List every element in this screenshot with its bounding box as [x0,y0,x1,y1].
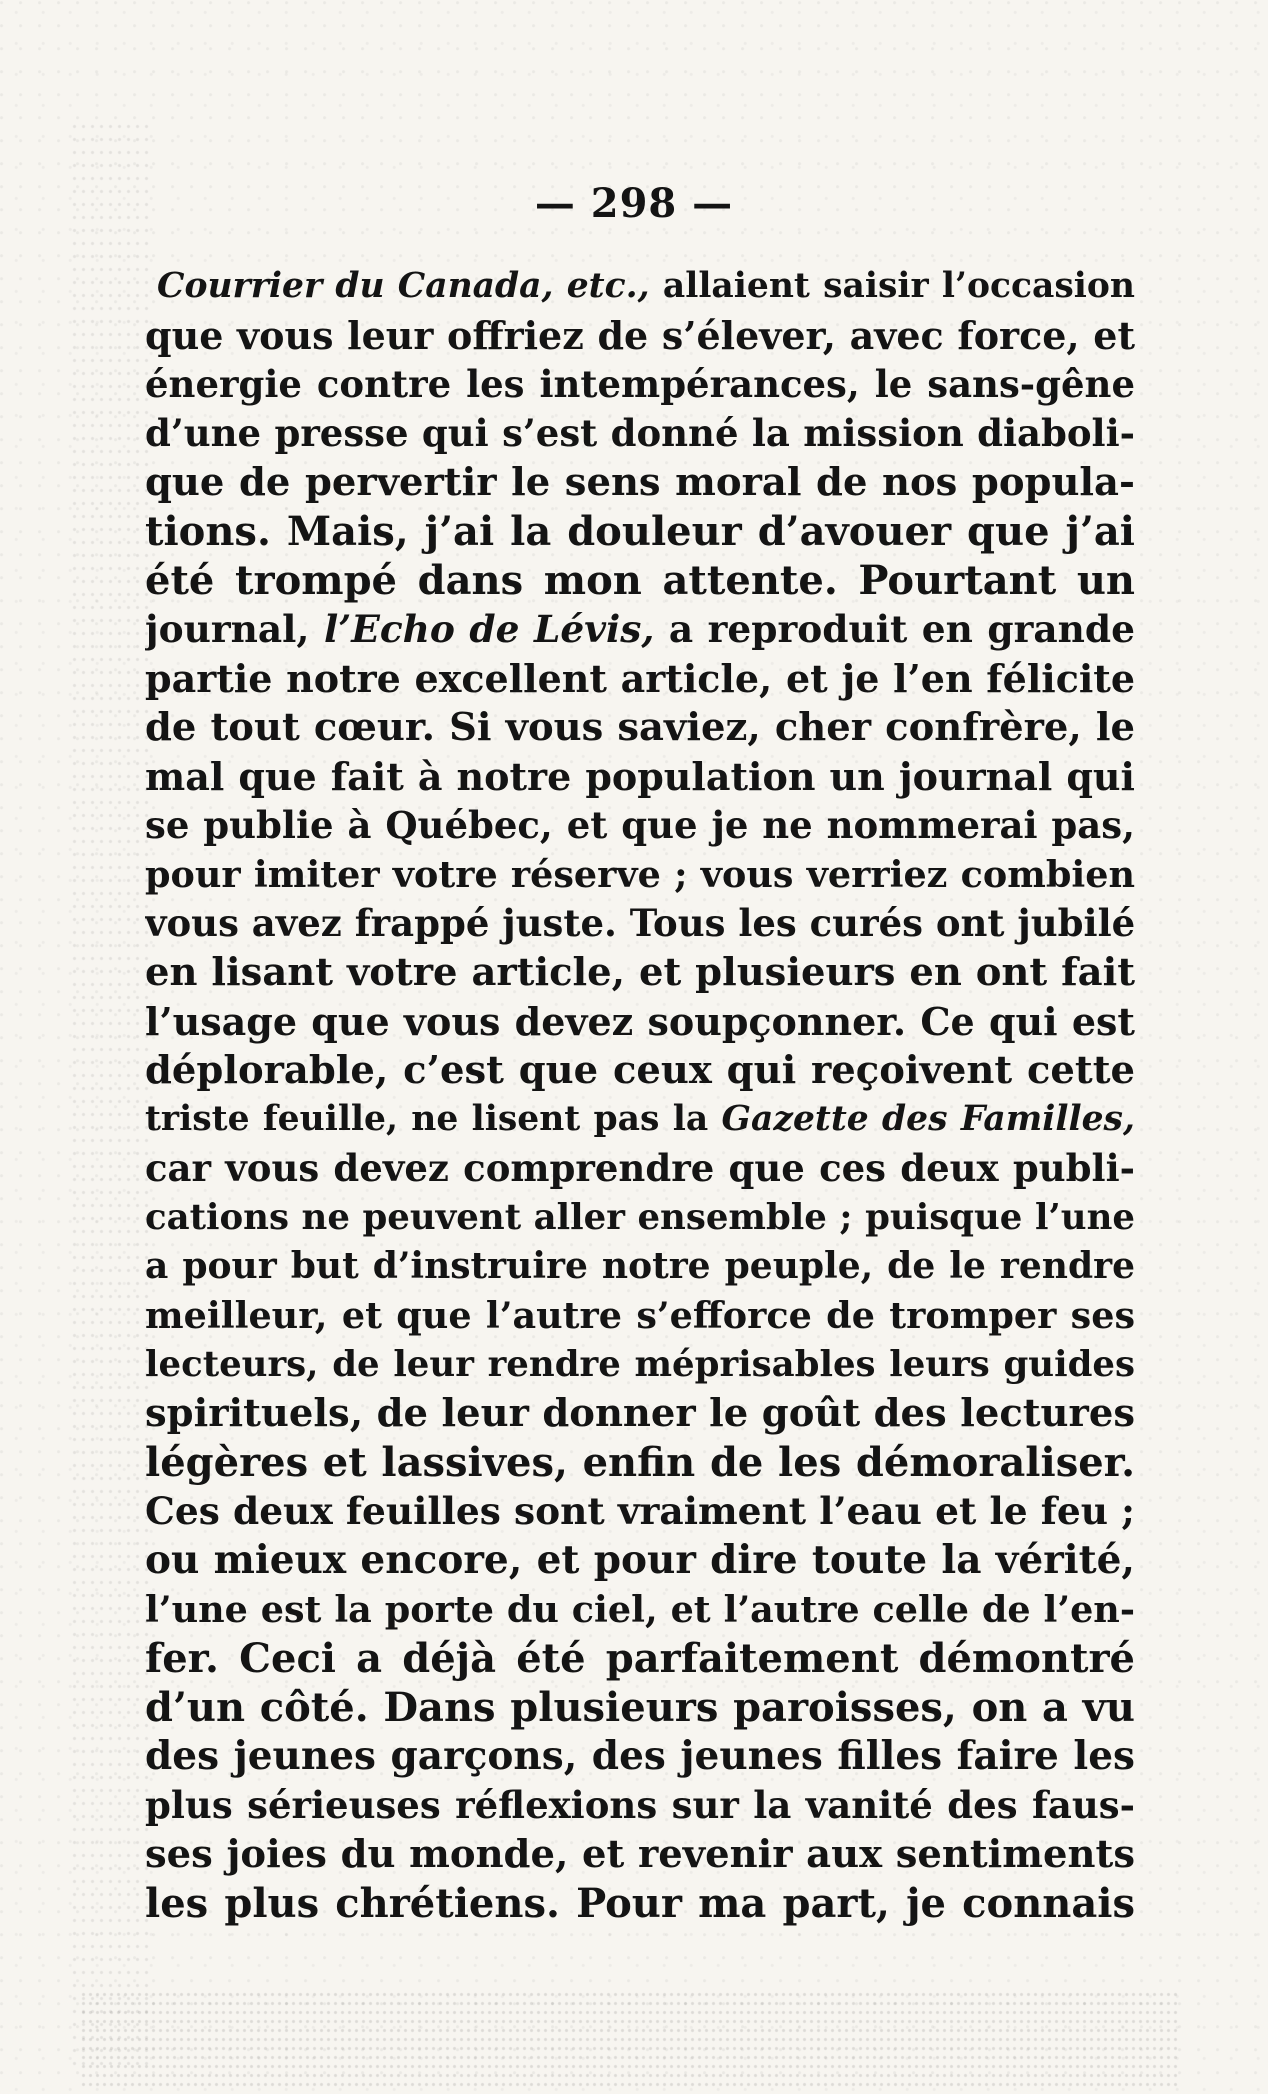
text-run: tions. Mais, j’ai la douleur d’avouer que j’ai [145,508,1135,555]
text-line [145,1193,1135,1242]
text-run: que de pervertir le sens moral de nos popula- [145,460,1135,505]
text-run: les plus chrétiens. Pour ma part, je connais [145,1880,1135,1927]
text-run: lecteurs, de leur rendre méprisables leurs guides [145,1344,1135,1385]
text-line [145,360,1135,409]
text-run: Ces deux feuilles sont vraiment l’eau et le feu ; [145,1489,1135,1533]
text-run: journal, [145,607,324,651]
text-line [145,458,1135,507]
scan-noise-bottom [80,1990,1180,2090]
text-line [145,1242,1135,1291]
text-line [145,1144,1135,1193]
text-line [145,948,1135,997]
body-text [145,262,1135,1928]
text-line [145,899,1135,948]
text-line [145,1095,1135,1144]
text-line [145,1830,1135,1879]
text-line [145,1732,1135,1781]
text-run: ses joies du monde, et revenir aux sentiments [145,1832,1135,1877]
text-run: des jeunes garçons, des jeunes filles faire les [145,1733,1135,1779]
text-run: en lisant votre article, et plusieurs en ont fait [145,950,1135,995]
text-line [145,1438,1135,1487]
text-line [145,752,1135,801]
page-number: — 298 — [534,180,734,227]
text-run: déplorable, c’est que ceux qui reçoivent cette [145,1048,1135,1093]
text-line [145,1781,1135,1830]
text-run: été trompé dans mon attente. Pourtant un [145,557,1135,604]
text-line [145,605,1135,654]
text-run: l’une est la porte du ciel, et l’autre celle de l’en- [145,1588,1135,1631]
text-line [145,1634,1135,1683]
text-line [145,1046,1135,1095]
text-run: plus sérieuses réflexions sur la vanité des faus- [145,1783,1135,1827]
text-run: que vous leur offriez de s’élever, avec force, et [145,313,1135,358]
text-run: spirituels, de leur donner le goût des lectures [145,1391,1135,1436]
text-run: allaient saisir l’occasion [649,266,1135,306]
text-run: l’usage que vous devez soupçonner. Ce qui est [145,999,1135,1044]
text-line [145,1879,1135,1928]
text-line [145,703,1135,752]
scan-noise-left-margin [70,120,150,2070]
text-run: mal que fait à notre population un journal qui [145,754,1135,799]
text-line [145,654,1135,703]
text-line [145,801,1135,850]
italic-title: Gazette des Familles, [721,1099,1135,1139]
italic-title: Courrier du Canada, etc., [157,266,650,306]
text-run: d’un côté. Dans plusieurs paroisses, on a vu [145,1684,1135,1731]
text-run: ou mieux encore, et pour dire toute la vérité, [145,1537,1135,1583]
text-line [145,1340,1135,1389]
text-run: vous avez frappé juste. Tous les curés ont jubilé [145,901,1135,945]
text-line [145,1389,1135,1438]
text-run: se publie à Québec, et que je ne nommerai pas, [145,803,1135,847]
text-run: légères et lassives, enfin de les démoraliser. [145,1439,1135,1486]
text-line [145,1487,1135,1536]
text-run: meilleur, et que l’autre s’efforce de tromper ses [145,1294,1135,1337]
text-run: partie notre excellent article, et je l’en félicite [145,656,1135,701]
text-line [145,507,1135,556]
text-run: a pour but d’instruire notre peuple, de le rendre [145,1245,1135,1287]
text-run: cations ne peuvent aller ensemble ; puisque l’une [145,1197,1135,1238]
text-run: énergie contre les intempérances, le sans-gêne [145,362,1135,406]
text-run: pour imiter votre réserve ; vous verriez combien [145,853,1135,896]
text-run: triste feuille, ne lisent pas la [145,1099,722,1139]
text-line [145,1585,1135,1634]
text-line [145,311,1135,360]
text-line [145,1291,1135,1340]
text-run: car vous devez comprendre que ces deux publi- [145,1146,1135,1190]
text-run: d’une presse qui s’est donné la mission diaboli- [145,411,1135,455]
text-line [145,1683,1135,1732]
text-line [145,409,1135,458]
text-line [145,262,1135,311]
text-line [145,556,1135,605]
text-line [145,1536,1135,1585]
italic-title: l’Echo de Lévis, [323,607,655,651]
text-line [145,850,1135,899]
text-run: a reproduit en grande [654,607,1135,651]
text-run: fer. Ceci a déjà été parfaitement démontré [145,1635,1135,1682]
text-line [145,997,1135,1046]
text-run: de tout cœur. Si vous saviez, cher confrère, le [145,705,1135,750]
